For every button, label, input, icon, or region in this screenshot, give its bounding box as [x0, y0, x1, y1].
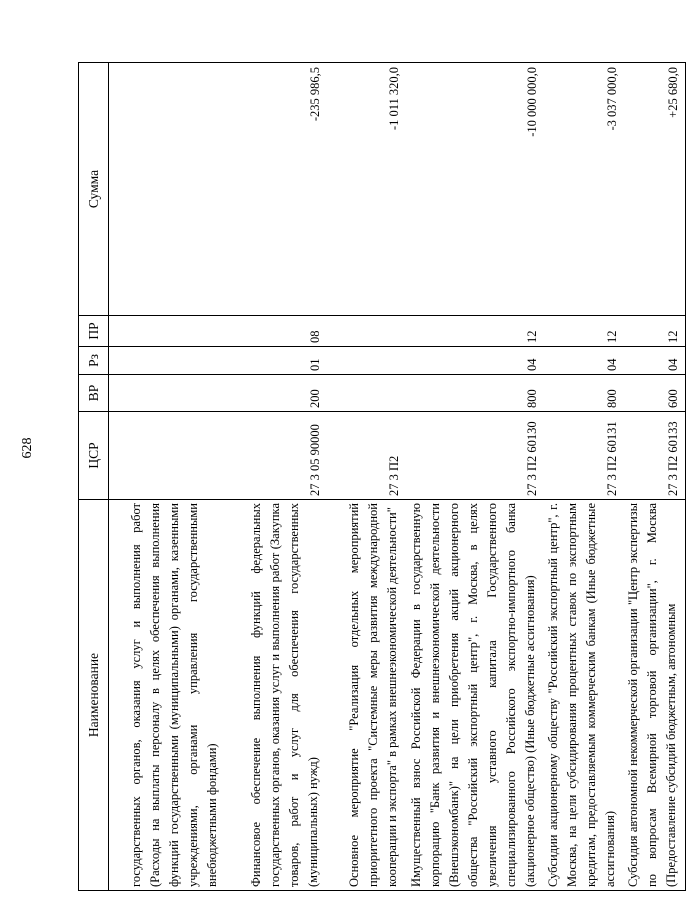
- row-csr: 27 3 05 90000: [226, 412, 327, 500]
- row-sum: -1 011 320,0: [327, 63, 406, 316]
- header-csr: ЦСР: [79, 412, 109, 500]
- row-name: Субсидия автономной некоммерческой организации "Центр экспертизы по вопросам Всемирной торговой организации", г. Москва (Предоставление субсидий бюджетным, автономным: [624, 500, 686, 891]
- row-rz: 04: [406, 347, 544, 375]
- header-pr: ПР: [79, 316, 109, 347]
- row-sum: -3 037 000,0: [544, 63, 624, 316]
- table-row: [544, 63, 624, 891]
- rotated-page: [78, 63, 680, 891]
- row-csr: 27 3 П2: [327, 412, 406, 500]
- row-csr: [109, 412, 226, 500]
- row-vr: 800: [406, 375, 544, 412]
- row-rz: [109, 347, 226, 375]
- row-name: Имущественный взнос Российской Федерации в государственную корпорацию "Банк развития и внешнеэкономической деятельности (Внешэкономбанк)" на цели приобретения акций акционерного общества "Российский экспортный центр", г. Москва, в целях увеличения уставного капитала Государственного специализированного Российского экспортно-импортного банка (акционерное общество) (Иные бюджетные ассигнования): [406, 500, 544, 891]
- table-row: [327, 63, 406, 891]
- row-vr: 200: [226, 375, 327, 412]
- header-rz: Рз: [79, 347, 109, 375]
- row-rz: 01: [226, 347, 327, 375]
- row-pr: [109, 316, 226, 347]
- page-number: 628: [20, 437, 35, 459]
- row-sum: -235 986,5: [226, 63, 327, 316]
- row-name: Субсидии акционерному обществу "Российский экспортный центр", г. Москва, на цели субсидирования процентных ставок по экспортным кредитам, предоставляемым коммерческим банкам (Иные бюджетные ассигнования): [544, 500, 624, 891]
- row-pr: 12: [624, 316, 686, 347]
- header-vr: ВР: [79, 375, 109, 412]
- row-pr: 08: [226, 316, 327, 347]
- row-csr: 27 3 П2 60131: [544, 412, 624, 500]
- row-vr: [109, 375, 226, 412]
- row-vr: 600: [624, 375, 686, 412]
- row-sum: +25 680,0: [624, 63, 686, 316]
- row-csr: 27 3 П2 60133: [624, 412, 686, 500]
- row-name: Основное мероприятие "Реализация отдельных мероприятий приоритетного проекта "Системные меры развития международной кооперации и экспорта" в рамках внешнеэкономической деятельности": [327, 500, 406, 891]
- row-rz: 04: [624, 347, 686, 375]
- row-pr: 12: [406, 316, 544, 347]
- row-vr: [327, 375, 406, 412]
- header-name: Наименование: [79, 500, 109, 891]
- row-rz: 04: [544, 347, 624, 375]
- row-name: Финансовое обеспечение выполнения функций федеральных государственных органов, оказания услуг и выполнения работ (Закупка товаров, работ и услуг для обеспечения государственных (муниципальных) нужд): [226, 500, 327, 891]
- row-pr: 12: [544, 316, 624, 347]
- budget-table: [78, 62, 686, 891]
- row-rz: [327, 347, 406, 375]
- row-pr: [327, 316, 406, 347]
- row-name: государственных органов, оказания услуг и выполнения работ (Расходы на выплаты персоналу в целях обеспечения выполнения функций государственными (муниципальными) органами, казенными учреждениями, органами управления государственными внебюджетными фондами): [109, 500, 226, 891]
- row-sum: [109, 63, 226, 316]
- header-sum: Сумма: [79, 63, 109, 316]
- row-csr: 27 3 П2 60130: [406, 412, 544, 500]
- row-sum: -10 000 000,0: [406, 63, 544, 316]
- table-row: [624, 63, 686, 891]
- table-row: [109, 63, 226, 891]
- table-header-row: [79, 63, 109, 891]
- table-row: [406, 63, 544, 891]
- table-row: [226, 63, 327, 891]
- row-vr: 800: [544, 375, 624, 412]
